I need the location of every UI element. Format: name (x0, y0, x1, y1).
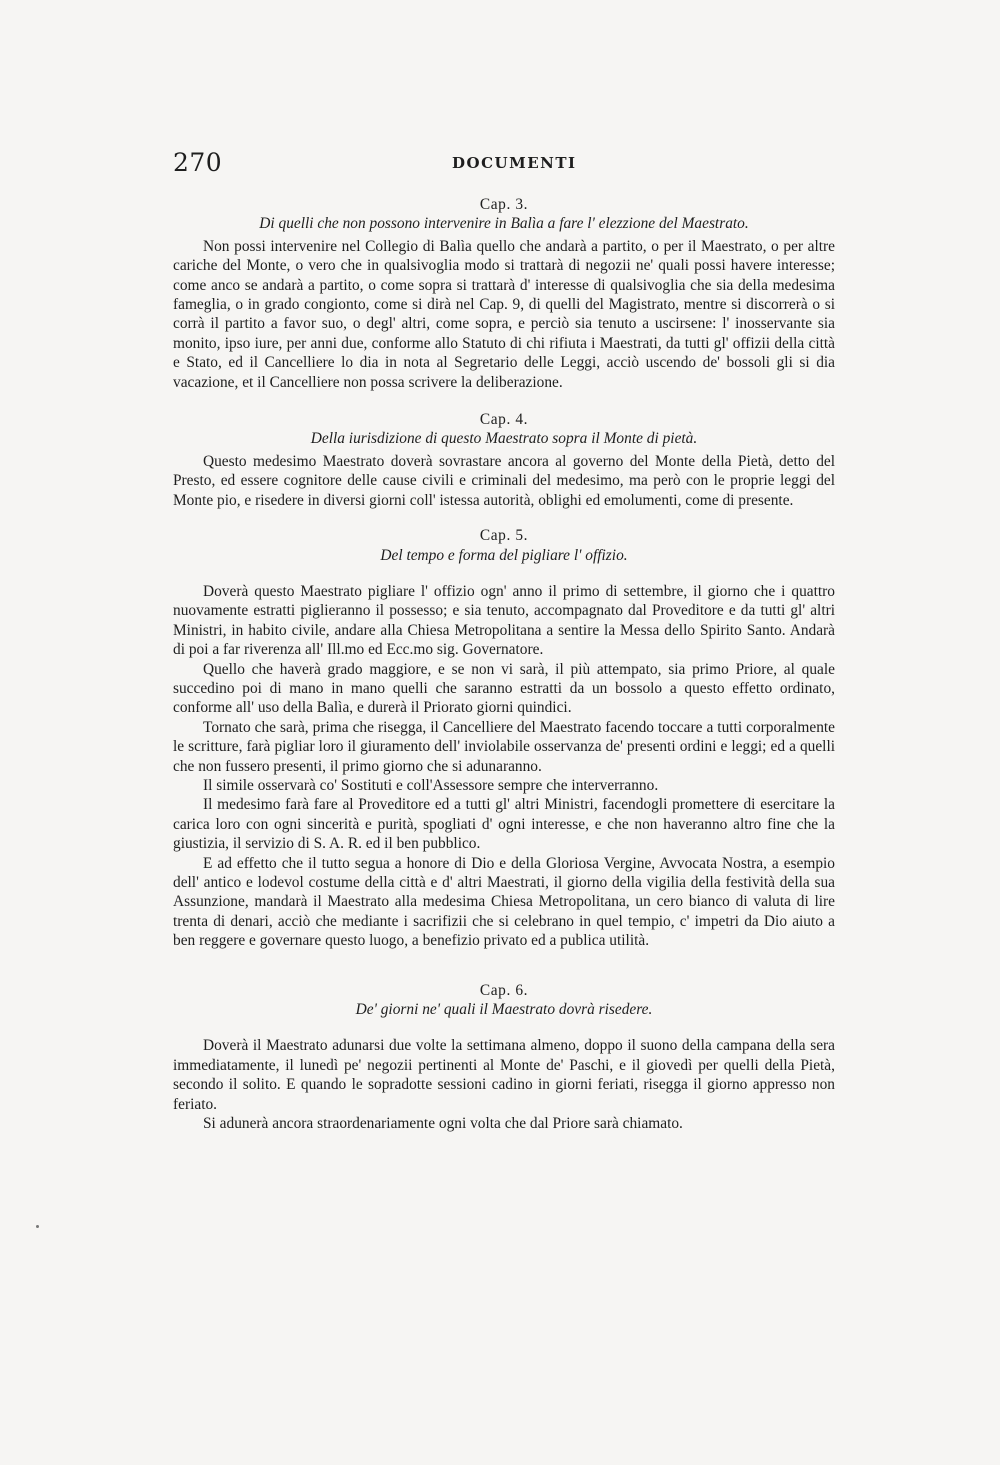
chapter-title-3: Di quelli che non possono intervenire in Balìa a fare l' elezzione del Maestrato. (259, 215, 749, 233)
running-title: DOCUMENTI (452, 154, 577, 172)
chapter-heading-3: Cap. 3. (479, 196, 529, 213)
paragraph: Il simile osservarà co' Sostituti e coll'Assessore sempre che interverranno. (203, 776, 659, 794)
chapter-title-6: De' giorni ne' quali il Maestrato dovrà risedere. (355, 1001, 653, 1019)
chapter-title-5: Del tempo e forma del pigliare l' offizio. (380, 546, 628, 564)
paragraph: Doverà questo Maestrato pigliare l' offizio ogn' anno il primo di settembre, il giorno che i quattro nuovamente estratti piglieranno il possesso; e sia tenuto, accompagnato dal Proveditore e da tutti gl' altri Ministri, in habito civile, andare alla Chiesa Metropolitana a sentire la Messa dello Spirito Santo. Andarà di poi a far riverenza all' Ill.mo ed Ecc.mo sig. Governatore. (173, 582, 835, 659)
paragraph: E ad effetto che il tutto segua a honore di Dio e della Gloriosa Vergine, Avvocata Nostra, a esempio dell' antico e lodevol costume della città e d' altri Maestrati, il giorno della vigilia della festività della sua Assunzione, mandarà il Maestrato alla medesima Chiesa Metropolitana, un cero bianco di valuta di lire trenta di denari, acciò che mediante i sacrifizii che si celebrano in quel tempio, c' impetri da Dio aiuto a ben reggere e governare questo luogo, a benefizio privato ed a publica utilità. (173, 854, 835, 950)
chapter-title-4: Della iurisdizione di questo Maestrato sopra il Monte di pietà. (310, 430, 698, 448)
chapter-heading-4: Cap. 4. (479, 411, 529, 429)
document-body (173, 195, 835, 1133)
page-header (173, 148, 835, 178)
chapter-heading-6: Cap. 6. (479, 981, 529, 999)
page-number: 270 (173, 148, 223, 177)
paragraph: Questo medesimo Maestrato doverà sovrastare ancora al governo del Monte della Pietà, detto del Presto, ed essere cognitore delle cause civili e criminali del medesimo, ma però con le proprie leggi del Monte pio, e risedere in diversi giorni coll' istessa autorità, oblighi ed emolumenti, come di presente. (173, 452, 835, 509)
paragraph: Il medesimo farà fare al Proveditore ed a tutti gl' altri Ministri, facendogli promettere di esercitare la carica loro con ogni sincerità e purità, spogliati d' ogni interesse, e che non haveranno altro fine che la giustizia, il servizio di S. A. R. ed il ben pubblico. (173, 796, 835, 853)
margin-speck (36, 1225, 39, 1228)
paragraph: Doverà il Maestrato adunarsi due volte la settimana almeno, doppo il suono della campana della sera immediatamente, il lunedì pe' negozii pertinenti al Monte de' Paschi, e il giovedì per quelli della Pietà, secondo il solito. E quando le sopradotte sessioni cadino in giorni feriati, risegga il giorno appresso non feriato. (173, 1037, 835, 1113)
paragraph: Quello che haverà grado maggiore, e se non vi sarà, il più attempato, sia primo Priore, al quale succedino poi di mano in mano quelli che saranno estratti da un bossolo a questo effetto ordinato, conforme all' uso della Balìa, e durerà il Priorato giorni quindici. (173, 660, 835, 717)
paragraph: Non possi intervenire nel Collegio di Balìa quello che andarà a partito, o per il Maestrato, o per altre cariche del Monte, o vero che in qualsivoglia modo si trattarà di negozii ne' quali possi havere interesse; come anco se andarà a partito, o come sopra si trattarà d' interesse di qualsivoglia che sia della medesima fameglia, o in grado congionto, come si dirà nel Cap. 9, di quelli del Magistrato, mentre si discorrerà o si corrà il partito a favor suo, o degl' altri, come sopra, e perciò sia tenuto a uscirsene: l' inosservante sia monito, ipso iure, per anni due, conforme allo Statuto di chi rifiuta i Maestrati, da tutti gl' offizii della città e Stato, ed il Cancelliere lo dia in nota al Segretario delle Leggi, acciò uscendo de' bossoli gli si dia vacazione, et il Cancelliere non possa scrivere la deliberazione. (173, 237, 835, 391)
paragraph: Si adunerà ancora straordenariamente ogni volta che dal Priore sarà chiamato. (203, 1115, 683, 1133)
paragraph: Tornato che sarà, prima che risegga, il Cancelliere del Maestrato facendo toccare a tutti corporalmente le scritture, farà pigliar loro il giuramento dell' inviolabile osservanza de' presenti ordini e leggi; ed a quelli che non fussero presenti, il primo giorno che si adunaranno. (173, 718, 835, 775)
chapter-heading-5: Cap. 5. (479, 527, 529, 545)
